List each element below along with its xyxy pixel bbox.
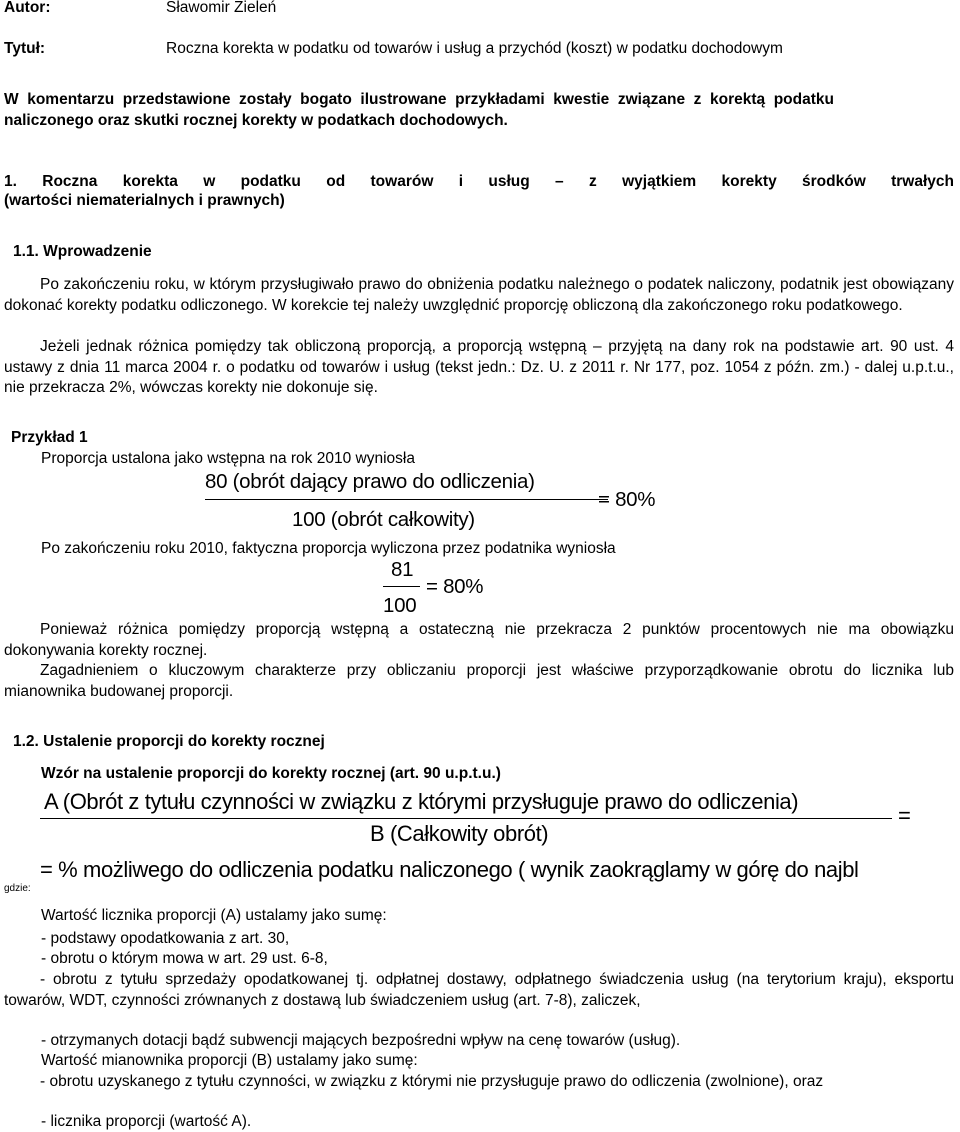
- fraction1-result: = 80%: [598, 488, 656, 511]
- fraction2-numerator: 81: [391, 558, 414, 581]
- fraction1-denominator: 100 (obrót całkowity): [292, 508, 475, 531]
- document-title: Roczna korekta w podatku od towarów i usług a przychód (koszt) w podatku dochodowym: [166, 40, 783, 57]
- example-conclusion2: Zagadnieniem o kluczowym charakterze przy obliczaniu proporcji jest właściwe przyporządkowanie obrotu do licznika lub mianownika budowanej proporcji.: [4, 662, 954, 700]
- numerator-intro: Wartość licznika proporcji (A) ustalamy jako sumę:: [41, 907, 387, 924]
- section1-heading-line2: (wartości niematerialnych i prawnych): [4, 192, 285, 209]
- denominator-item-2: - licznika proporcji (wartość A).: [41, 1113, 252, 1130]
- author-name: Sławomir Zieleń: [166, 0, 277, 16]
- numerator-item-3: - obrotu z tytułu sprzedaży opodatkowanej tj. odpłatnej dostawy, odpłatnego świadczenia usług (na terytorium kraju), eksportu towarów, WDT, czynności zrównanych z dostawą lub świadczeniem usług (art. 7-8), zaliczek,: [4, 971, 954, 1009]
- fraction2-result: = 80%: [426, 575, 484, 598]
- fraction1-numerator: 80 (obrót dający prawo do odliczenia): [205, 470, 535, 493]
- fraction2-denominator: 100: [383, 594, 417, 617]
- numerator-item-1: - podstawy opodatkowania z art. 30,: [41, 930, 290, 947]
- example-heading: Przykład 1: [11, 429, 88, 446]
- author-label: Autor:: [4, 0, 51, 16]
- example-conclusion1: Ponieważ różnica pomiędzy proporcją wstępną a ostateczną nie przekracza 2 punktów procentowych nie ma obowiązku dokonywania korekty rocznej.: [4, 621, 954, 659]
- gdzie-label: gdzie:: [4, 883, 31, 894]
- section11-paragraph2: Jeżeli jednak różnica pomiędzy tak obliczoną proporcją, a proporcją wstępną – przyjętą na dany rok na podstawie art. 90 ust. 4 ustawy z dnia 11 marca 2004 r. o podatku od towarów i usług (tekst jedn.: Dz. U. z 2011 r. Nr 177, poz. 1054 z późn. zm.) - dalej u.p.t.u., nie przekracza 2%, wówczas korekty nie dokonuje się.: [4, 338, 954, 396]
- denominator-intro: Wartość mianownika proporcji (B) ustalamy jako sumę:: [41, 1052, 418, 1069]
- section1-heading-line1: 1. Roczna korekta w podatku od towarów i usług – z wyjątkiem korekty środków trwałych: [4, 173, 954, 190]
- formula-heading: Wzór na ustalenie proporcji do korekty rocznej (art. 90 u.p.t.u.): [41, 765, 501, 782]
- section11-heading: 1.1. Wprowadzenie: [13, 243, 152, 260]
- formula-denominator: B (Całkowity obrót): [370, 821, 549, 846]
- denominator-item-1: - obrotu uzyskanego z tytułu czynności, w związku z którymi nie przysługuje prawo do odliczenia (zwolnione), oraz: [40, 1073, 824, 1090]
- title-label: Tytuł:: [4, 40, 46, 57]
- example-mid-text: Po zakończeniu roku 2010, faktyczna proporcja wyliczona przez podatnika wyniosła: [41, 540, 616, 557]
- formula-result-line: = % możliwego do odliczenia podatku naliczonego ( wynik zaokrąglamy w górę do najbl: [40, 857, 859, 882]
- formula-equals: =: [898, 803, 911, 828]
- section11-paragraph1: Po zakończeniu roku, w którym przysługiwało prawo do obniżenia podatku należnego o podatek naliczony, podatnik jest obowiązany dokonać korekty podatku odliczonego. W korekcie tej należy uwzględnić proporcję obliczoną dla zakończonego roku podatkowego.: [4, 276, 954, 314]
- numerator-item-2: - obrotu o którym mowa w art. 29 ust. 6-8,: [41, 950, 328, 967]
- formula-bar: [40, 818, 892, 819]
- formula-numerator: A (Obrót z tytułu czynności w związku z którymi przysługuje prawo do odliczenia): [44, 789, 799, 814]
- lead-paragraph: W komentarzu przedstawione zostały bogato ilustrowane przykładami kwestie związane z korektą podatku naliczonego oraz skutki rocznej korekty w podatkach dochodowych.: [4, 91, 834, 129]
- example-intro: Proporcja ustalona jako wstępna na rok 2010 wyniosła: [41, 450, 415, 467]
- section12-heading: 1.2. Ustalenie proporcji do korekty rocznej: [13, 733, 325, 750]
- numerator-item-4: - otrzymanych dotacji bądź subwencji mających bezpośredni wpływ na cenę towarów (usług).: [41, 1032, 681, 1049]
- fraction2-bar: [383, 586, 420, 587]
- fraction1-bar: [205, 499, 608, 500]
